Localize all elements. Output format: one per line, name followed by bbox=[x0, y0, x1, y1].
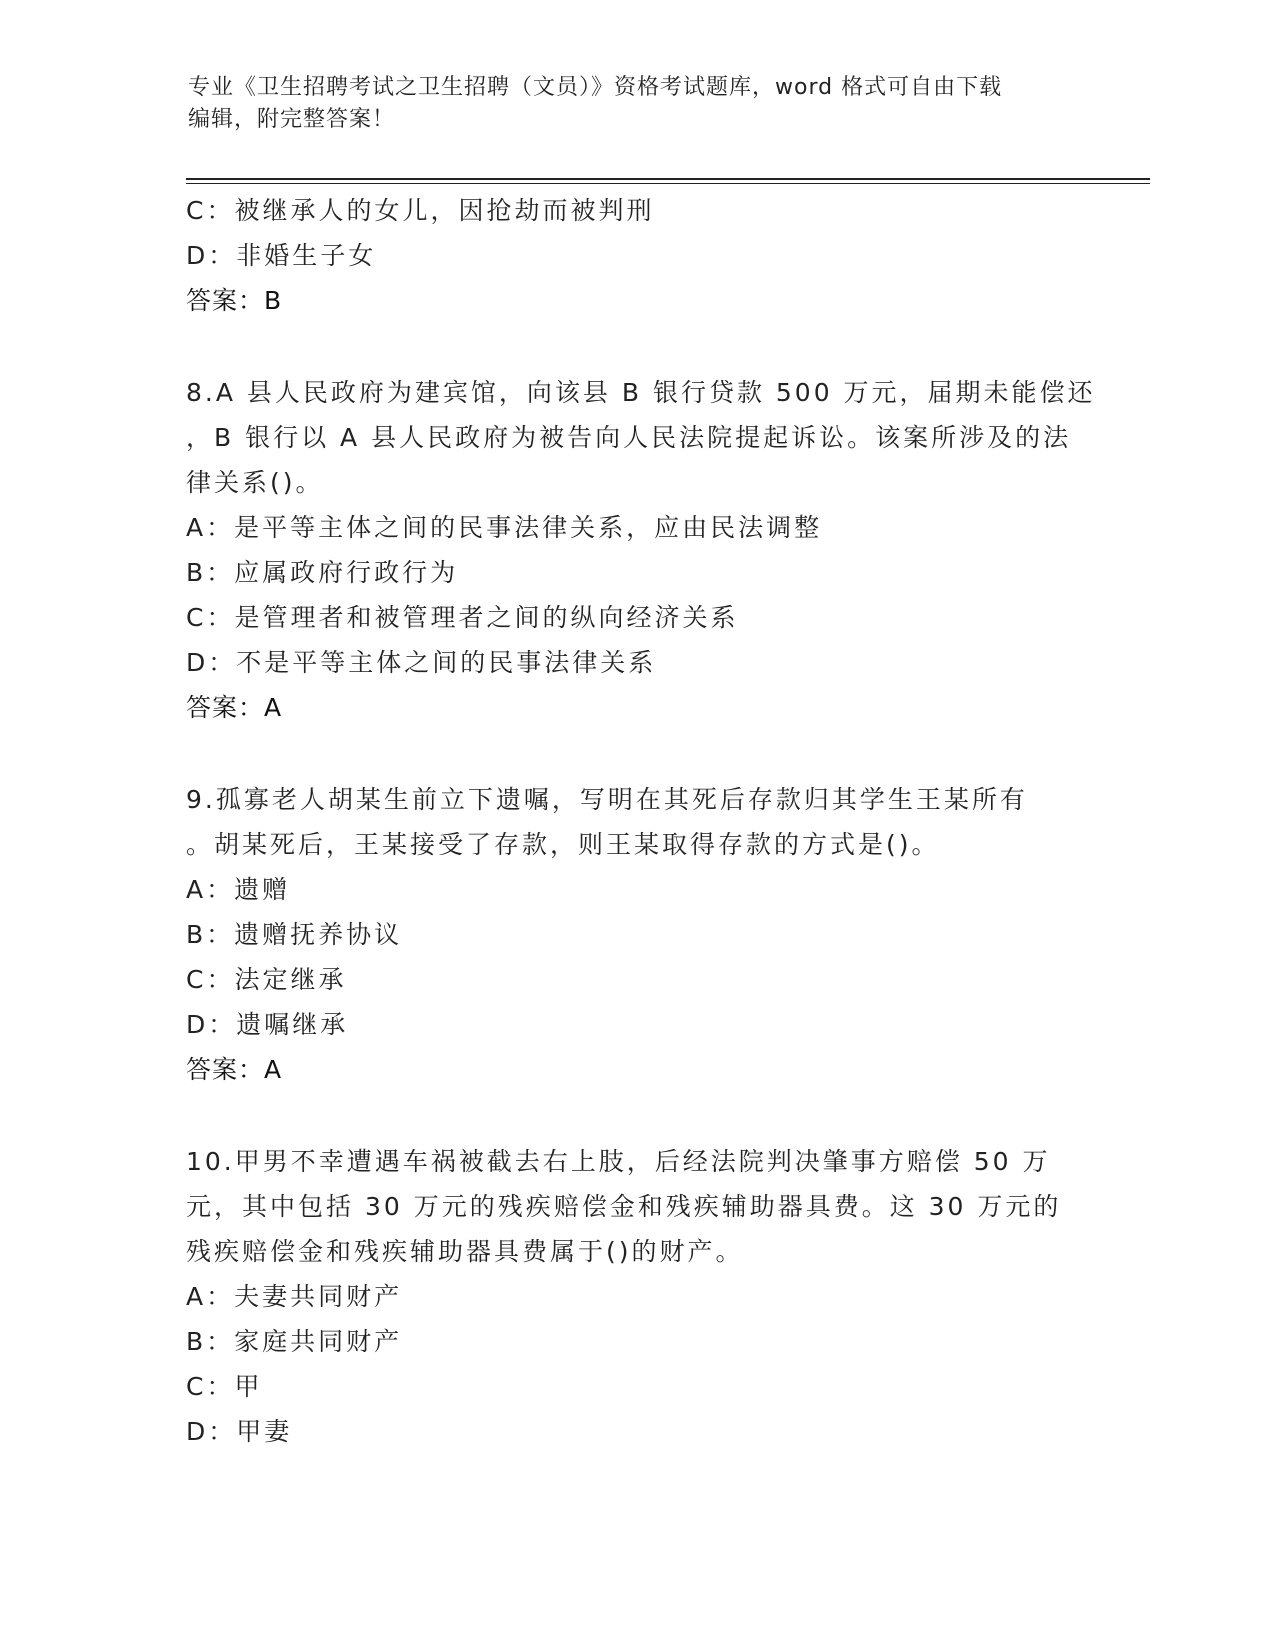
question-stem-line: 9.孤寡老人胡某生前立下遗嘱，写明在其死后存款归其学生王某所有 bbox=[186, 785, 1028, 814]
spacer bbox=[186, 1092, 1086, 1139]
option-d: D：甲妻 bbox=[186, 1417, 293, 1446]
option-d: D：不是平等主体之间的民事法律关系 bbox=[186, 648, 657, 677]
answer-line: 答案：A bbox=[186, 693, 283, 722]
header-divider bbox=[186, 178, 1150, 180]
spacer bbox=[186, 730, 1086, 777]
question-10 bbox=[186, 1139, 1086, 1454]
option-d: D：遗嘱继承 bbox=[186, 1010, 349, 1039]
option-a: A：是平等主体之间的民事法律关系，应由民法调整 bbox=[186, 513, 823, 542]
question-8 bbox=[186, 370, 1096, 730]
question-stem-line: ，B 银行以 A 县人民政府为被告向人民法院提起诉讼。该案所涉及的法 bbox=[186, 423, 1072, 452]
header-divider-thin bbox=[186, 183, 1150, 184]
option-c: C：是管理者和被管理者之间的纵向经济关系 bbox=[186, 603, 739, 632]
prev-question-block bbox=[186, 188, 1086, 323]
option-b: B：应属政府行政行为 bbox=[186, 558, 459, 587]
question-stem-line: 残疾赔偿金和残疾辅助器具费属于()的财产。 bbox=[186, 1237, 744, 1266]
header-line-2: 编辑，附完整答案！ bbox=[188, 107, 396, 132]
option-c: C：甲 bbox=[186, 1372, 263, 1401]
answer-line: 答案：A bbox=[186, 1055, 283, 1084]
answer-line: 答案：B bbox=[186, 286, 283, 315]
question-9 bbox=[186, 777, 1086, 1092]
option-c: C：法定继承 bbox=[186, 965, 347, 994]
question-stem-line: 律关系()。 bbox=[186, 468, 324, 497]
option-d: D：非婚生子女 bbox=[186, 241, 377, 270]
option-b: B：家庭共同财产 bbox=[186, 1327, 403, 1356]
question-stem-line: 元，其中包括 30 万元的残疾赔偿金和残疾辅助器具费。这 30 万元的 bbox=[186, 1192, 1062, 1221]
question-content bbox=[186, 188, 1096, 1454]
question-stem-line: 8.A 县人民政府为建宾馆，向该县 B 银行贷款 500 万元，届期未能偿还 bbox=[186, 378, 1096, 407]
header-line-1: 专业《卫生招聘考试之卫生招聘（文员）》资格考试题库，word 格式可自由下载 bbox=[188, 75, 1003, 100]
page-header bbox=[188, 72, 1088, 136]
option-a: A：夫妻共同财产 bbox=[186, 1282, 403, 1311]
option-b: B：遗赠抚养协议 bbox=[186, 920, 403, 949]
option-c: C：被继承人的女儿，因抢劫而被判刑 bbox=[186, 196, 655, 225]
question-stem-line: 10.甲男不幸遭遇车祸被截去右上肢，后经法院判决肇事方赔偿 50 万 bbox=[186, 1147, 1051, 1176]
spacer bbox=[186, 323, 1086, 370]
option-a: A：遗赠 bbox=[186, 875, 291, 904]
question-stem-line: 。胡某死后，王某接受了存款，则王某取得存款的方式是()。 bbox=[186, 830, 940, 859]
